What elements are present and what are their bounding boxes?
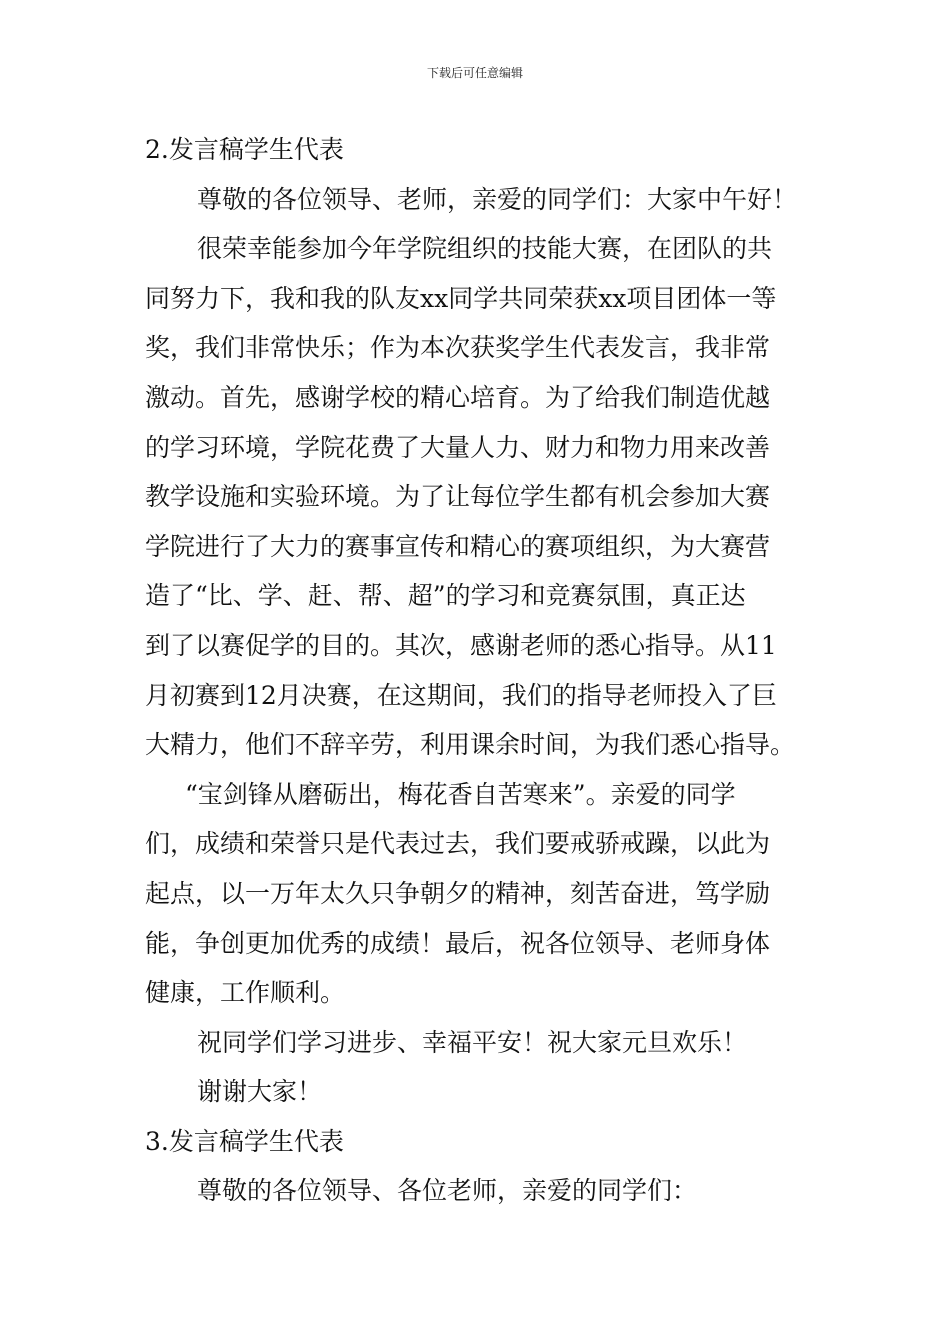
paragraph-line: 学院进行了大力的赛事宣传和精心的赛项组织，为大赛营 (145, 531, 771, 561)
paragraph-line: 很荣幸能参加今年学院组织的技能大赛，在团队的共 (197, 234, 773, 264)
paragraph-line: 的学习环境，学院花费了大量人力、财力和物力用来改善 (145, 432, 771, 462)
section-title: 2.发言稿学生代表 (145, 135, 344, 164)
paragraph-line: 们，成绩和荣誉只是代表过去，我们要戒骄戒躁，以此为 (145, 829, 771, 859)
paragraph-line: 同努力下，我和我的队友xx同学共同荣获xx项目团体一等 (145, 283, 777, 313)
paragraph-line: 到了以赛促学的目的。其次，感谢老师的悉心指导。从11 (145, 630, 777, 660)
paragraph-line: 奖，我们非常快乐；作为本次获奖学生代表发言，我非常 (145, 333, 771, 363)
wishes-line: 祝同学们学习进步、幸福平安！祝大家元旦欢乐！ (197, 1027, 748, 1057)
thanks-line: 谢谢大家！ (197, 1077, 323, 1107)
paragraph-line: 起点，以一万年太久只争朝夕的精神，刻苦奋进，笃学励 (145, 878, 771, 908)
page-header: 下载后可任意编辑 (426, 66, 523, 80)
greeting-line: 尊敬的各位领导、各位老师，亲爱的同学们： (197, 1176, 698, 1206)
paragraph-line: 教学设施和实验环境。为了让每位学生都有机会参加大赛 (145, 482, 771, 512)
paragraph-line: 健康，工作顺利。 (145, 978, 346, 1008)
paragraph-line: 能，争创更加优秀的成绩！最后，祝各位领导、老师身体 (145, 928, 771, 958)
paragraph-line: 大精力，他们不辞辛劳，利用课余时间，为我们悉心指导。 (145, 730, 796, 760)
document-body (145, 125, 807, 1216)
paragraph-line: 造了“比、学、赶、帮、超”的学习和竞赛氛围，真正达 (145, 581, 746, 611)
greeting-line: 尊敬的各位领导、老师，亲爱的同学们：大家中午好！ (197, 184, 798, 214)
paragraph-line: “宝剑锋从磨砺出，梅花香自苦寒来”。亲爱的同学 (185, 779, 736, 809)
section-title: 3.发言稿学生代表 (145, 1126, 344, 1156)
paragraph-line: 激动。首先，感谢学校的精心培育。为了给我们制造优越 (145, 382, 771, 412)
paragraph-line: 月初赛到12月决赛，在这期间，我们的指导老师投入了巨 (145, 680, 777, 710)
